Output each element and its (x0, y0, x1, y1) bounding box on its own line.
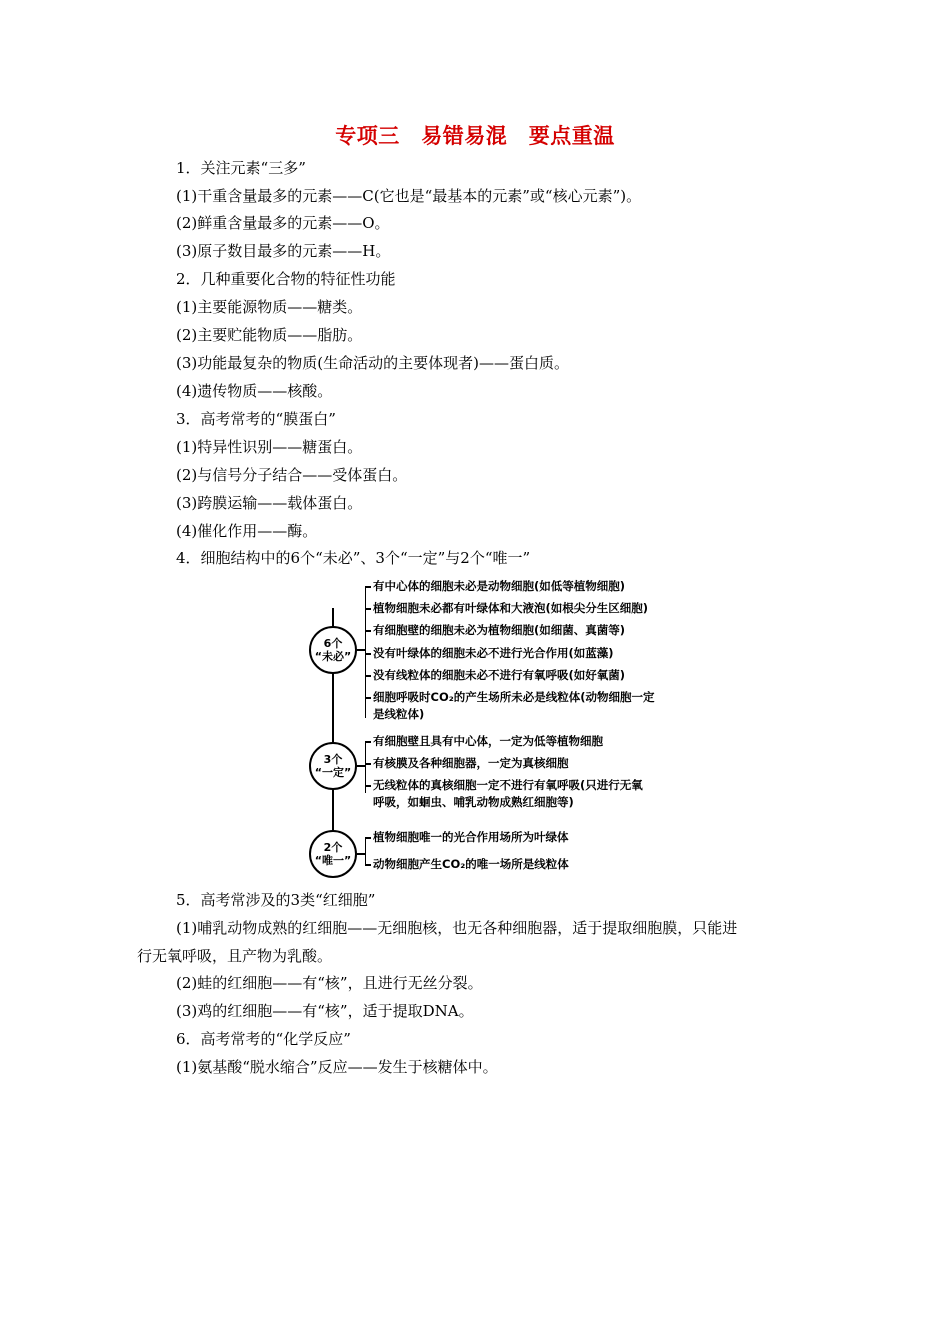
section-3-line-4: (4)催化作用——酶。 (176, 522, 318, 540)
group-circle-6 (309, 626, 357, 674)
section-5-line-1a: (1)哺乳动物成熟的红细胞——无细胞核，也无各种细胞器，适于提取细胞膜，只能进 (176, 919, 738, 937)
group-3-bracket (365, 837, 372, 865)
diagram-item: 有细胞壁且具有中心体，一定为低等植物细胞 (373, 734, 603, 748)
section-2-line-1: (1)主要能源物质——糖类。 (176, 298, 363, 316)
tick (365, 675, 371, 677)
page-title: 专项三 易错易混 要点重温 (335, 124, 615, 148)
section-2-line-2: (2)主要贮能物质——脂肪。 (176, 326, 363, 344)
tick (365, 630, 371, 632)
group-label-bottom: “未必” (314, 650, 352, 663)
section-heading-1: 1．关注元素“三多” (176, 159, 306, 177)
section-3-line-3: (3)跨膜运输——载体蛋白。 (176, 494, 363, 512)
group-label-top: 2个 (323, 841, 343, 854)
group-3-connector (357, 853, 365, 855)
group-circle-3 (309, 742, 357, 790)
group-label-bottom: “唯一” (314, 854, 352, 867)
section-5-line-2: (2)蛙的红细胞——有“核”，且进行无丝分裂。 (176, 974, 483, 992)
tick (365, 653, 371, 655)
section-5-line-1b: 行无氧呼吸，且产物为乳酸。 (137, 947, 333, 965)
tick (365, 608, 371, 610)
tick (365, 837, 371, 839)
section-2-line-3: (3)功能最复杂的物质(生命活动的主要体现者)——蛋白质。 (176, 354, 569, 372)
diagram-item: 没有叶绿体的细胞未必不进行光合作用(如蓝藻) (373, 646, 614, 660)
diagram-item: 细胞呼吸时CO₂的产生场所未必是线粒体(动物细胞一定 (373, 690, 655, 704)
tick (365, 586, 371, 588)
tick (365, 763, 371, 765)
group-label-top: 3个 (323, 753, 343, 766)
section-1-line-2: (2)鲜重含量最多的元素——O。 (176, 214, 390, 232)
diagram-item: 有中心体的细胞未必是动物细胞(如低等植物细胞) (373, 579, 626, 593)
section-heading-3: 3．高考常考的“膜蛋白” (176, 410, 336, 428)
group-circle-2 (309, 830, 357, 878)
section-heading-6: 6．高考常考的“化学反应” (176, 1030, 351, 1048)
diagram-item: 有细胞壁的细胞未必为植物细胞(如细菌、真菌等) (373, 623, 626, 637)
diagram-item: 植物细胞未必都有叶绿体和大液泡(如根尖分生区细胞) (373, 601, 649, 615)
tick (365, 785, 371, 787)
tick (365, 697, 371, 699)
section-1-line-3: (3)原子数目最多的元素——H。 (176, 242, 391, 260)
tick (365, 741, 371, 743)
diagram-item: 植物细胞唯一的光合作用场所为叶绿体 (373, 830, 569, 844)
cell-structure-diagram (300, 575, 700, 880)
section-heading-2: 2．几种重要化合物的特征性功能 (176, 270, 396, 288)
section-2-line-4: (4)遗传物质——核酸。 (176, 382, 333, 400)
diagram-item: 是线粒体) (373, 707, 425, 721)
tick (365, 864, 371, 866)
section-heading-5: 5．高考常涉及的3类“红细胞” (176, 891, 376, 909)
group-label-top: 6个 (323, 637, 343, 650)
diagram-item: 没有线粒体的细胞未必不进行有氧呼吸(如好氧菌) (373, 668, 626, 682)
section-1-line-1: (1)干重含量最多的元素——C(它也是“最基本的元素”或“核心元素”)。 (176, 187, 642, 205)
section-heading-4: 4．细胞结构中的6个“未必”、3个“一定”与2个“唯一” (176, 549, 531, 567)
diagram-item: 动物细胞产生CO₂的唯一场所是线粒体 (373, 857, 569, 871)
group-1-connector (357, 649, 365, 651)
section-3-line-2: (2)与信号分子结合——受体蛋白。 (176, 466, 408, 484)
group-2-connector (357, 765, 365, 767)
section-3-line-1: (1)特异性识别——糖蛋白。 (176, 438, 363, 456)
diagram-item: 呼吸，如蛔虫、哺乳动物成熟红细胞等) (373, 795, 574, 809)
section-5-line-3: (3)鸡的红细胞——有“核”，适于提取DNA。 (176, 1002, 474, 1020)
diagram-item: 无线粒体的真核细胞一定不进行有氧呼吸(只进行无氧 (373, 778, 643, 792)
group-label-bottom: “一定” (314, 766, 352, 779)
diagram-item: 有核膜及各种细胞器，一定为真核细胞 (373, 756, 569, 770)
section-6-line-1: (1)氨基酸“脱水缩合”反应——发生于核糖体中。 (176, 1058, 498, 1076)
